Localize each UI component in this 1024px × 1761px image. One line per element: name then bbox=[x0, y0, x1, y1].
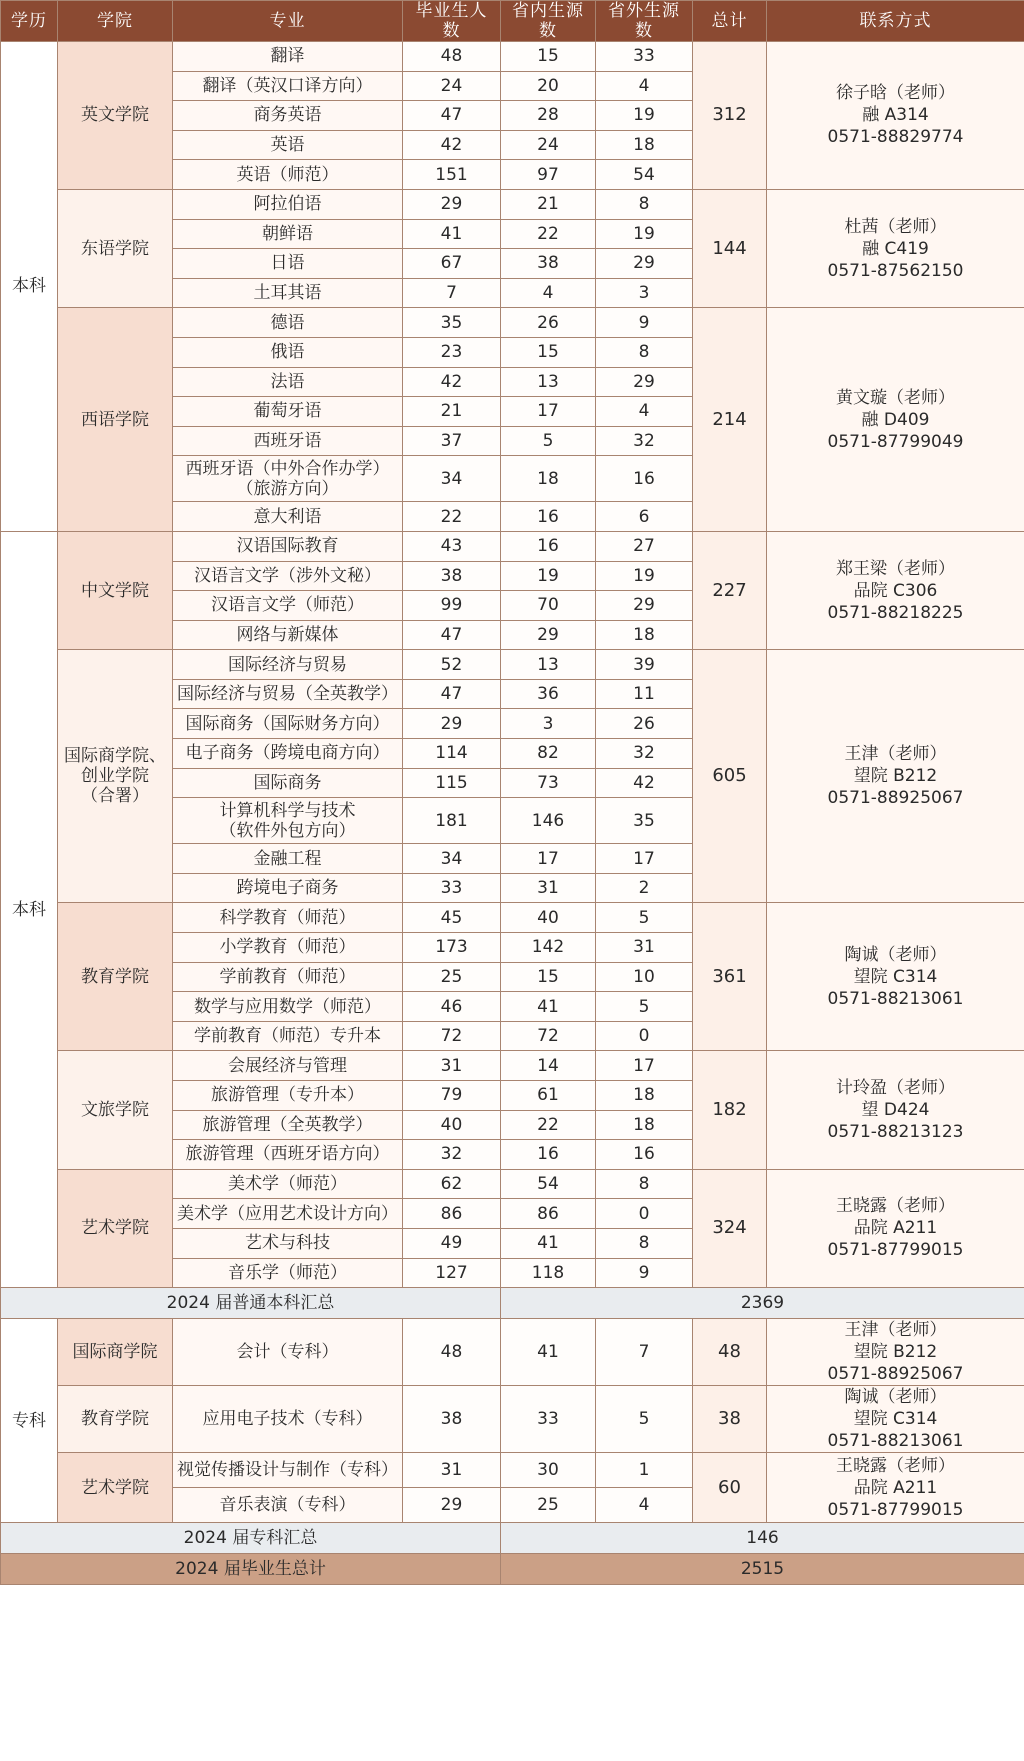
table-row bbox=[1, 531, 1024, 561]
out-province-count-cell: 18 bbox=[596, 1081, 693, 1111]
major-name-cell: 商务英语 bbox=[173, 101, 403, 131]
major-name-cell bbox=[173, 456, 403, 502]
in-province-count-cell: 26 bbox=[501, 308, 596, 338]
table-row bbox=[1, 1169, 1024, 1199]
graduates-count-cell: 22 bbox=[403, 502, 501, 532]
text-line: 创业学院 bbox=[81, 766, 149, 787]
graduates-count-cell: 62 bbox=[403, 1169, 501, 1199]
out-province-count-cell: 42 bbox=[596, 768, 693, 798]
college-name-cell: 国际商学院 bbox=[58, 1319, 173, 1386]
table-row bbox=[1, 650, 1024, 680]
major-name-cell: 学前教育（师范）专升本 bbox=[173, 1021, 403, 1051]
graduates-count-cell: 114 bbox=[403, 739, 501, 769]
graduates-count-cell: 67 bbox=[403, 249, 501, 279]
in-province-count-cell: 13 bbox=[501, 367, 596, 397]
out-province-count-cell: 32 bbox=[596, 426, 693, 456]
graduates-count-cell: 173 bbox=[403, 933, 501, 963]
major-name-cell: 朝鲜语 bbox=[173, 219, 403, 249]
college-name-cell: 文旅学院 bbox=[58, 1051, 173, 1169]
in-province-count-cell: 19 bbox=[501, 561, 596, 591]
contact-phone: 0571-88925067 bbox=[827, 788, 964, 809]
grand-total-value: 2515 bbox=[501, 1554, 1024, 1585]
major-name-cell: 阿拉伯语 bbox=[173, 189, 403, 219]
contact-name: 陶诚（老师） bbox=[844, 1387, 947, 1408]
graduates-count-cell: 48 bbox=[403, 1319, 501, 1386]
contact-info-cell bbox=[767, 1319, 1024, 1386]
text-line: （旅游方向） bbox=[236, 478, 339, 499]
out-province-count-cell: 16 bbox=[596, 456, 693, 502]
contact-phone: 0571-88218225 bbox=[827, 602, 964, 623]
out-province-count-cell: 5 bbox=[596, 1386, 693, 1453]
college-name-cell: 教育学院 bbox=[58, 903, 173, 1051]
college-total-cell: 214 bbox=[693, 308, 767, 532]
college-name-cell: 艺术学院 bbox=[58, 1169, 173, 1287]
college-name-cell: 东语学院 bbox=[58, 189, 173, 307]
out-province-count-cell: 9 bbox=[596, 308, 693, 338]
out-province-count-cell: 18 bbox=[596, 130, 693, 160]
table-row bbox=[1, 42, 1024, 72]
major-name-cell: 金融工程 bbox=[173, 844, 403, 874]
graduates-count-cell: 32 bbox=[403, 1140, 501, 1170]
graduates-count-cell: 48 bbox=[403, 42, 501, 72]
table-row bbox=[1, 1453, 1024, 1488]
grand-total-label: 2024 届毕业生总计 bbox=[1, 1554, 501, 1585]
graduates-count-cell: 47 bbox=[403, 101, 501, 131]
graduates-count-cell: 7 bbox=[403, 278, 501, 308]
college-name-cell: 艺术学院 bbox=[58, 1453, 173, 1523]
college-name-cell: 中文学院 bbox=[58, 531, 173, 649]
college-total-cell: 144 bbox=[693, 189, 767, 307]
in-province-count-cell: 41 bbox=[501, 1228, 596, 1258]
header-college: 学院 bbox=[58, 1, 173, 42]
contact-name: 郑王梁（老师） bbox=[836, 558, 955, 579]
graduates-count-cell: 181 bbox=[403, 798, 501, 844]
out-province-count-cell: 8 bbox=[596, 337, 693, 367]
text-line: （合署） bbox=[81, 786, 149, 807]
in-province-count-cell: 16 bbox=[501, 502, 596, 532]
contact-info-cell bbox=[767, 189, 1024, 307]
in-province-count-cell: 22 bbox=[501, 1110, 596, 1140]
in-province-count-cell: 16 bbox=[501, 531, 596, 561]
summary-value: 2369 bbox=[501, 1288, 1024, 1319]
in-province-count-cell: 20 bbox=[501, 71, 596, 101]
major-name-cell: 法语 bbox=[173, 367, 403, 397]
major-name-cell: 美术学（师范） bbox=[173, 1169, 403, 1199]
education-level-cell: 本科 bbox=[1, 531, 58, 1287]
out-province-count-cell: 5 bbox=[596, 903, 693, 933]
graduates-count-cell: 99 bbox=[403, 591, 501, 621]
in-province-count-cell: 30 bbox=[501, 1453, 596, 1488]
contact-room: 望院 C314 bbox=[853, 1409, 938, 1430]
graduates-count-cell: 38 bbox=[403, 561, 501, 591]
contact-name: 王津（老师） bbox=[844, 1320, 947, 1341]
out-province-count-cell: 19 bbox=[596, 219, 693, 249]
graduates-count-cell: 46 bbox=[403, 992, 501, 1022]
contact-phone: 0571-87799015 bbox=[827, 1240, 964, 1261]
out-province-count-cell: 17 bbox=[596, 1051, 693, 1081]
major-name-cell: 视觉传播设计与制作（专科） bbox=[173, 1453, 403, 1488]
header-out-province: 省外生源数 bbox=[596, 1, 693, 42]
header-total: 总计 bbox=[693, 1, 767, 42]
college-total-cell: 312 bbox=[693, 42, 767, 190]
out-province-count-cell: 1 bbox=[596, 1453, 693, 1488]
contact-info-cell bbox=[767, 531, 1024, 649]
graduates-count-cell: 29 bbox=[403, 709, 501, 739]
contact-phone: 0571-88925067 bbox=[827, 1364, 964, 1385]
out-province-count-cell: 17 bbox=[596, 844, 693, 874]
major-name-cell: 翻译 bbox=[173, 42, 403, 72]
header-row bbox=[1, 1, 1024, 42]
out-province-count-cell: 9 bbox=[596, 1258, 693, 1288]
out-province-count-cell: 7 bbox=[596, 1319, 693, 1386]
contact-room: 品院 C306 bbox=[853, 580, 938, 601]
major-name-cell bbox=[173, 798, 403, 844]
out-province-count-cell: 2 bbox=[596, 873, 693, 903]
text-line: （软件外包方向） bbox=[219, 820, 356, 841]
out-province-count-cell: 18 bbox=[596, 620, 693, 650]
summary-label: 2024 届普通本科汇总 bbox=[1, 1288, 501, 1319]
out-province-count-cell: 3 bbox=[596, 278, 693, 308]
in-province-count-cell: 73 bbox=[501, 768, 596, 798]
major-name-cell: 网络与新媒体 bbox=[173, 620, 403, 650]
major-name-cell: 德语 bbox=[173, 308, 403, 338]
graduates-count-cell: 151 bbox=[403, 160, 501, 190]
graduates-count-cell: 34 bbox=[403, 844, 501, 874]
in-province-count-cell: 70 bbox=[501, 591, 596, 621]
out-province-count-cell: 11 bbox=[596, 679, 693, 709]
in-province-count-cell: 118 bbox=[501, 1258, 596, 1288]
major-name-cell: 国际商务 bbox=[173, 768, 403, 798]
graduates-count-cell: 45 bbox=[403, 903, 501, 933]
graduates-count-cell: 127 bbox=[403, 1258, 501, 1288]
in-province-count-cell: 17 bbox=[501, 397, 596, 427]
header-contact: 联系方式 bbox=[767, 1, 1024, 42]
out-province-count-cell: 16 bbox=[596, 1140, 693, 1170]
contact-name: 徐子晗（老师） bbox=[836, 83, 955, 104]
graduates-count-cell: 23 bbox=[403, 337, 501, 367]
out-province-count-cell: 19 bbox=[596, 561, 693, 591]
in-province-count-cell: 40 bbox=[501, 903, 596, 933]
major-name-cell: 旅游管理（西班牙语方向） bbox=[173, 1140, 403, 1170]
graduates-count-cell: 21 bbox=[403, 397, 501, 427]
out-province-count-cell: 4 bbox=[596, 71, 693, 101]
in-province-count-cell: 33 bbox=[501, 1386, 596, 1453]
in-province-count-cell: 21 bbox=[501, 189, 596, 219]
major-name-cell: 土耳其语 bbox=[173, 278, 403, 308]
contact-room: 品院 A211 bbox=[853, 1477, 938, 1498]
major-name-cell: 翻译（英汉口译方向） bbox=[173, 71, 403, 101]
in-province-count-cell: 29 bbox=[501, 620, 596, 650]
out-province-count-cell: 5 bbox=[596, 992, 693, 1022]
out-province-count-cell: 39 bbox=[596, 650, 693, 680]
in-province-count-cell: 142 bbox=[501, 933, 596, 963]
contact-phone: 0571-88213123 bbox=[827, 1122, 964, 1143]
major-name-cell: 英语 bbox=[173, 130, 403, 160]
contact-phone: 0571-88213061 bbox=[827, 1431, 964, 1452]
graduates-count-cell: 31 bbox=[403, 1051, 501, 1081]
graduates-count-cell: 37 bbox=[403, 426, 501, 456]
major-name-cell: 旅游管理（全英教学） bbox=[173, 1110, 403, 1140]
major-name-cell: 意大利语 bbox=[173, 502, 403, 532]
out-province-count-cell: 32 bbox=[596, 739, 693, 769]
in-province-count-cell: 3 bbox=[501, 709, 596, 739]
contact-name: 王晓露（老师） bbox=[836, 1455, 955, 1476]
graduates-count-cell: 40 bbox=[403, 1110, 501, 1140]
text-line: 西班牙语（中外合作办学） bbox=[185, 458, 390, 479]
graduates-count-cell: 38 bbox=[403, 1386, 501, 1453]
graduates-count-cell: 24 bbox=[403, 71, 501, 101]
college-name-cell: 教育学院 bbox=[58, 1386, 173, 1453]
contact-name: 王津（老师） bbox=[844, 744, 947, 765]
contact-room: 望院 B212 bbox=[853, 1342, 938, 1363]
major-name-cell: 应用电子技术（专科） bbox=[173, 1386, 403, 1453]
college-total-cell: 48 bbox=[693, 1319, 767, 1386]
out-province-count-cell: 18 bbox=[596, 1110, 693, 1140]
out-province-count-cell: 4 bbox=[596, 1488, 693, 1523]
contact-info-cell bbox=[767, 1453, 1024, 1523]
college-total-cell: 324 bbox=[693, 1169, 767, 1287]
in-province-count-cell: 146 bbox=[501, 798, 596, 844]
major-name-cell: 俄语 bbox=[173, 337, 403, 367]
major-name-cell: 会展经济与管理 bbox=[173, 1051, 403, 1081]
grand-total-row bbox=[1, 1554, 1024, 1585]
in-province-count-cell: 36 bbox=[501, 679, 596, 709]
out-province-count-cell: 31 bbox=[596, 933, 693, 963]
graduates-count-cell: 29 bbox=[403, 189, 501, 219]
major-name-cell: 电子商务（跨境电商方向） bbox=[173, 739, 403, 769]
graduates-count-cell: 35 bbox=[403, 308, 501, 338]
graduates-count-cell: 52 bbox=[403, 650, 501, 680]
major-name-cell: 科学教育（师范） bbox=[173, 903, 403, 933]
summary-value: 146 bbox=[501, 1523, 1024, 1554]
college-total-cell: 38 bbox=[693, 1386, 767, 1453]
out-province-count-cell: 10 bbox=[596, 962, 693, 992]
college-total-cell: 182 bbox=[693, 1051, 767, 1169]
graduates-count-cell: 41 bbox=[403, 219, 501, 249]
major-name-cell: 汉语言文学（师范） bbox=[173, 591, 403, 621]
education-level-cell: 本科 bbox=[1, 42, 58, 532]
in-province-count-cell: 15 bbox=[501, 337, 596, 367]
contact-phone: 0571-87799049 bbox=[827, 431, 964, 452]
table-row bbox=[1, 1319, 1024, 1386]
out-province-count-cell: 0 bbox=[596, 1021, 693, 1051]
header-major: 专业 bbox=[173, 1, 403, 42]
education-level-cell: 专科 bbox=[1, 1319, 58, 1523]
college-total-cell: 605 bbox=[693, 650, 767, 903]
contact-room: 融 C419 bbox=[862, 238, 929, 259]
major-name-cell: 艺术与科技 bbox=[173, 1228, 403, 1258]
graduates-count-cell: 31 bbox=[403, 1453, 501, 1488]
contact-room: 望 D424 bbox=[861, 1100, 930, 1121]
in-province-count-cell: 82 bbox=[501, 739, 596, 769]
graduates-count-cell: 86 bbox=[403, 1199, 501, 1229]
graduates-count-cell: 115 bbox=[403, 768, 501, 798]
in-province-count-cell: 15 bbox=[501, 42, 596, 72]
contact-room: 望院 C314 bbox=[853, 966, 938, 987]
in-province-count-cell: 41 bbox=[501, 1319, 596, 1386]
out-province-count-cell: 29 bbox=[596, 591, 693, 621]
in-province-count-cell: 25 bbox=[501, 1488, 596, 1523]
out-province-count-cell: 35 bbox=[596, 798, 693, 844]
major-name-cell: 会计（专科） bbox=[173, 1319, 403, 1386]
major-name-cell: 音乐学（师范） bbox=[173, 1258, 403, 1288]
out-province-count-cell: 8 bbox=[596, 189, 693, 219]
major-name-cell: 学前教育（师范） bbox=[173, 962, 403, 992]
in-province-count-cell: 72 bbox=[501, 1021, 596, 1051]
out-province-count-cell: 33 bbox=[596, 42, 693, 72]
out-province-count-cell: 27 bbox=[596, 531, 693, 561]
graduates-count-cell: 49 bbox=[403, 1228, 501, 1258]
out-province-count-cell: 26 bbox=[596, 709, 693, 739]
in-province-count-cell: 22 bbox=[501, 219, 596, 249]
header-level: 学历 bbox=[1, 1, 58, 42]
major-name-cell: 旅游管理（专升本） bbox=[173, 1081, 403, 1111]
summary-label: 2024 届专科汇总 bbox=[1, 1523, 501, 1554]
contact-name: 陶诚（老师） bbox=[844, 944, 947, 965]
out-province-count-cell: 29 bbox=[596, 367, 693, 397]
out-province-count-cell: 29 bbox=[596, 249, 693, 279]
contact-phone: 0571-87799015 bbox=[827, 1499, 964, 1520]
major-name-cell: 跨境电子商务 bbox=[173, 873, 403, 903]
graduates-count-cell: 29 bbox=[403, 1488, 501, 1523]
out-province-count-cell: 19 bbox=[596, 101, 693, 131]
major-name-cell: 葡萄牙语 bbox=[173, 397, 403, 427]
contact-phone: 0571-87562150 bbox=[827, 260, 964, 281]
graduates-count-cell: 42 bbox=[403, 367, 501, 397]
graduates-count-cell: 79 bbox=[403, 1081, 501, 1111]
major-name-cell: 美术学（应用艺术设计方向） bbox=[173, 1199, 403, 1229]
contact-name: 计玲盈（老师） bbox=[836, 1078, 955, 1099]
in-province-count-cell: 61 bbox=[501, 1081, 596, 1111]
contact-name: 王晓露（老师） bbox=[836, 1196, 955, 1217]
graduates-count-cell: 43 bbox=[403, 531, 501, 561]
contact-info-cell bbox=[767, 42, 1024, 190]
in-province-count-cell: 17 bbox=[501, 844, 596, 874]
out-province-count-cell: 54 bbox=[596, 160, 693, 190]
contact-room: 融 D409 bbox=[861, 409, 930, 430]
out-province-count-cell: 8 bbox=[596, 1228, 693, 1258]
in-province-count-cell: 38 bbox=[501, 249, 596, 279]
major-name-cell: 英语（师范） bbox=[173, 160, 403, 190]
summary-row bbox=[1, 1288, 1024, 1319]
out-province-count-cell: 6 bbox=[596, 502, 693, 532]
in-province-count-cell: 28 bbox=[501, 101, 596, 131]
contact-name: 黄文璇（老师） bbox=[836, 387, 955, 408]
contact-phone: 0571-88213061 bbox=[827, 988, 964, 1009]
in-province-count-cell: 14 bbox=[501, 1051, 596, 1081]
header-in-province: 省内生源数 bbox=[501, 1, 596, 42]
in-province-count-cell: 5 bbox=[501, 426, 596, 456]
college-total-cell: 227 bbox=[693, 531, 767, 649]
college-name-cell: 西语学院 bbox=[58, 308, 173, 532]
college-total-cell: 60 bbox=[693, 1453, 767, 1523]
graduates-count-cell: 33 bbox=[403, 873, 501, 903]
in-province-count-cell: 4 bbox=[501, 278, 596, 308]
table-row bbox=[1, 189, 1024, 219]
summary-row bbox=[1, 1523, 1024, 1554]
contact-info-cell bbox=[767, 308, 1024, 532]
in-province-count-cell: 86 bbox=[501, 1199, 596, 1229]
table-row bbox=[1, 903, 1024, 933]
graduates-count-cell: 42 bbox=[403, 130, 501, 160]
text-line: 计算机科学与技术 bbox=[219, 800, 356, 821]
contact-info-cell bbox=[767, 903, 1024, 1051]
contact-phone: 0571-88829774 bbox=[827, 127, 964, 148]
major-name-cell: 汉语言文学（涉外文秘） bbox=[173, 561, 403, 591]
major-name-cell: 国际经济与贸易（全英教学） bbox=[173, 679, 403, 709]
header-graduates: 毕业生人数 bbox=[403, 1, 501, 42]
contact-room: 望院 B212 bbox=[853, 766, 938, 787]
table-row bbox=[1, 308, 1024, 338]
table-row bbox=[1, 1386, 1024, 1453]
contact-room: 融 A314 bbox=[862, 105, 929, 126]
in-province-count-cell: 97 bbox=[501, 160, 596, 190]
out-province-count-cell: 8 bbox=[596, 1169, 693, 1199]
out-province-count-cell: 0 bbox=[596, 1199, 693, 1229]
graduates-count-cell: 34 bbox=[403, 456, 501, 502]
in-province-count-cell: 41 bbox=[501, 992, 596, 1022]
contact-name: 杜茜（老师） bbox=[844, 216, 947, 237]
in-province-count-cell: 31 bbox=[501, 873, 596, 903]
table-body bbox=[1, 42, 1024, 1585]
in-province-count-cell: 54 bbox=[501, 1169, 596, 1199]
major-name-cell: 汉语国际教育 bbox=[173, 531, 403, 561]
contact-info-cell bbox=[767, 1169, 1024, 1287]
graduates-count-cell: 25 bbox=[403, 962, 501, 992]
major-name-cell: 日语 bbox=[173, 249, 403, 279]
major-name-cell: 西班牙语 bbox=[173, 426, 403, 456]
major-name-cell: 小学教育（师范） bbox=[173, 933, 403, 963]
college-name-cell bbox=[58, 650, 173, 903]
in-province-count-cell: 13 bbox=[501, 650, 596, 680]
contact-room: 品院 A211 bbox=[853, 1218, 938, 1239]
major-name-cell: 数学与应用数学（师范） bbox=[173, 992, 403, 1022]
in-province-count-cell: 24 bbox=[501, 130, 596, 160]
contact-info-cell bbox=[767, 650, 1024, 903]
contact-info-cell bbox=[767, 1386, 1024, 1453]
college-name-cell: 英文学院 bbox=[58, 42, 173, 190]
major-name-cell: 音乐表演（专科） bbox=[173, 1488, 403, 1523]
graduates-count-cell: 47 bbox=[403, 679, 501, 709]
in-province-count-cell: 15 bbox=[501, 962, 596, 992]
text-line: 国际商学院、 bbox=[64, 746, 166, 767]
contact-info-cell bbox=[767, 1051, 1024, 1169]
table-row bbox=[1, 1051, 1024, 1081]
major-name-cell: 国际经济与贸易 bbox=[173, 650, 403, 680]
graduates-count-cell: 47 bbox=[403, 620, 501, 650]
in-province-count-cell: 18 bbox=[501, 456, 596, 502]
college-total-cell: 361 bbox=[693, 903, 767, 1051]
out-province-count-cell: 4 bbox=[596, 397, 693, 427]
graduates-count-cell: 72 bbox=[403, 1021, 501, 1051]
in-province-count-cell: 16 bbox=[501, 1140, 596, 1170]
major-name-cell: 国际商务（国际财务方向） bbox=[173, 709, 403, 739]
